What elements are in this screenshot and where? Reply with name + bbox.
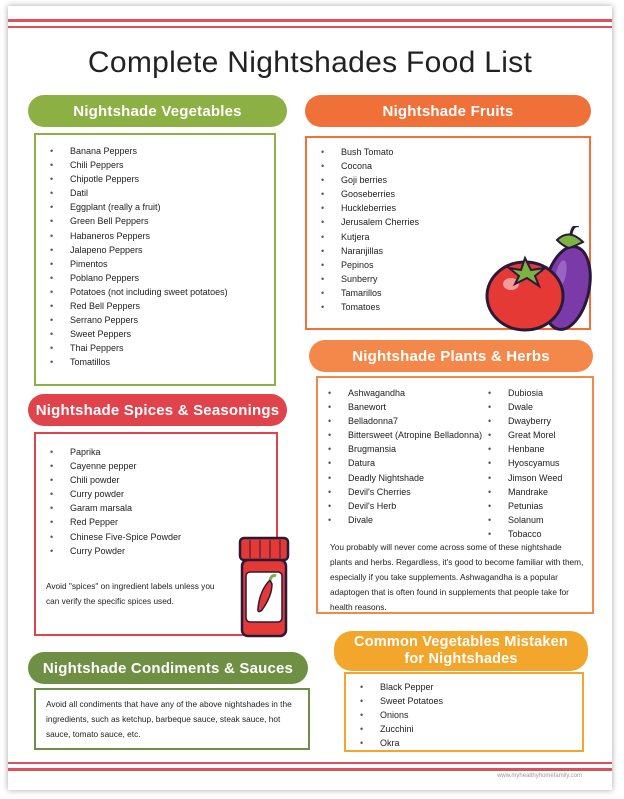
list-item: • Okra [346, 736, 582, 750]
list-item: • Sunberry [307, 272, 589, 286]
spices-heading: Nightshade Spices & Seasonings [28, 394, 287, 426]
list-item: • Paprika [36, 445, 276, 459]
list-item: • Devil's Cherries [314, 485, 482, 499]
list-item: • Chili Peppers [36, 158, 274, 172]
list-item: • Green Bell Peppers [36, 214, 274, 228]
list-item: • Devil's Herb [314, 499, 482, 513]
list-item: • Mandrake [474, 485, 562, 499]
list-item: • Tomatoes [307, 300, 589, 314]
list-item: • Naranjillas [307, 244, 589, 258]
list-item: • Tamarillos [307, 286, 589, 300]
list-item: • Datil [36, 186, 274, 200]
fruits-heading: Nightshade Fruits [305, 95, 591, 127]
condiments-heading: Nightshade Condiments & Sauces [28, 652, 308, 684]
top-stripe [8, 19, 612, 22]
list-item: • Pepinos [307, 258, 589, 272]
vegetables-box [34, 133, 276, 386]
list-item: • Sweet Peppers [36, 327, 274, 341]
list-item: • Garam marsala [36, 501, 276, 515]
list-item: • Gooseberries [307, 187, 589, 201]
list-item: • Habaneros Peppers [36, 229, 274, 243]
list-item: • Pimentos [36, 257, 274, 271]
plants-list-col2 [474, 386, 562, 541]
list-item: • Bush Tomato [307, 145, 589, 159]
list-item: • Brugmansia [314, 442, 482, 456]
list-item: • Eggplant (really a fruit) [36, 200, 274, 214]
list-item: • Banana Peppers [36, 144, 274, 158]
spices-box [34, 432, 278, 636]
list-item: • Curry powder [36, 487, 276, 501]
list-item: • Goji berries [307, 173, 589, 187]
list-item: • Petunias [474, 499, 562, 513]
bottom-stripe-thin [8, 762, 612, 764]
list-item: • Deadly Nightshade [314, 471, 482, 485]
list-item: • Jalapeno Peppers [36, 243, 274, 257]
list-item: • Ashwagandha [314, 386, 482, 400]
top-stripe-thin [8, 26, 612, 28]
plants-heading: Nightshade Plants & Herbs [309, 340, 593, 372]
list-item: • Huckleberries [307, 201, 589, 215]
list-item: • Potatoes (not including sweet potatoes) [36, 285, 274, 299]
list-item: • Datura [314, 456, 482, 470]
plants-note: You probably will never come across some of these nightshade plants and herbs. Regardless, it's good to become familiar with them, especially if you take supplements. Ashwagandha is a popular adaptogen that is often found in supplements that people take for health reasons. [330, 542, 584, 612]
list-item: • Great Morel [474, 428, 562, 442]
fruits-box [305, 136, 591, 330]
list-item: • Black Pepper [346, 680, 582, 694]
list-item: • Cocona [307, 159, 589, 173]
list-item: • Bittersweet (Atropine Belladonna) [314, 428, 482, 442]
mistaken-heading-line1: Common Vegetables Mistaken [354, 634, 568, 650]
list-item: • Banewort [314, 400, 482, 414]
condiments-note: Avoid all condiments that have any of the above nightshades in the ingredients, such as ketchup, barbeque sauce, steak sauce, hot sauce, tomato sauce, etc. [46, 699, 292, 739]
bottom-stripe [8, 768, 612, 771]
list-item: • Sweet Potatoes [346, 694, 582, 708]
list-item: • Zucchini [346, 722, 582, 736]
list-item: • Belladonna7 [314, 414, 482, 428]
list-item: • Hyoscyamus [474, 456, 562, 470]
list-item: • Onions [346, 708, 582, 722]
list-item: • Jerusalem Cherries [307, 215, 589, 229]
list-item: • Dubiosia [474, 386, 562, 400]
tomato-eggplant-icon [485, 226, 595, 338]
mistaken-list [346, 680, 582, 750]
spice-jar-icon [236, 534, 292, 640]
page-title: Complete Nightshades Food List [87, 46, 533, 79]
plants-box [316, 376, 594, 614]
list-item: • Red Pepper [36, 515, 276, 529]
list-item: • Chipotle Peppers [36, 172, 274, 186]
list-item: • Chili powder [36, 473, 276, 487]
footer-url: www.myhealthyhomefamily.com [497, 773, 582, 779]
list-item: • Cayenne pepper [36, 459, 276, 473]
vegetables-heading: Nightshade Vegetables [28, 95, 287, 127]
list-item: • Thai Peppers [36, 341, 274, 355]
list-item: • Divale [314, 513, 482, 527]
spices-note: Avoid "spices" on ingredient labels unless you can verify the specific spices used. [46, 581, 215, 606]
list-item: • Kutjera [307, 230, 589, 244]
list-item: • Tobacco [474, 527, 562, 541]
list-item: • Curry Powder [36, 544, 276, 558]
list-item: • Tomatillos [36, 355, 274, 369]
list-item: • Chinese Five-Spice Powder [36, 530, 276, 544]
list-item: • Red Bell Peppers [36, 299, 274, 313]
list-item: • Jimson Weed [474, 471, 562, 485]
page [8, 6, 612, 790]
list-item: • Dwale [474, 400, 562, 414]
list-item: • Dwayberry [474, 414, 562, 428]
mistaken-heading [334, 631, 588, 671]
plants-list-col1 [314, 386, 482, 527]
list-item: • Serrano Peppers [36, 313, 274, 327]
condiments-box [34, 688, 310, 750]
list-item: • Henbane [474, 442, 562, 456]
vegetables-list [36, 144, 274, 370]
list-item: • Poblano Peppers [36, 271, 274, 285]
list-item: • Solanum [474, 513, 562, 527]
mistaken-box [344, 672, 584, 752]
mistaken-heading-line2: for Nightshades [404, 651, 518, 667]
